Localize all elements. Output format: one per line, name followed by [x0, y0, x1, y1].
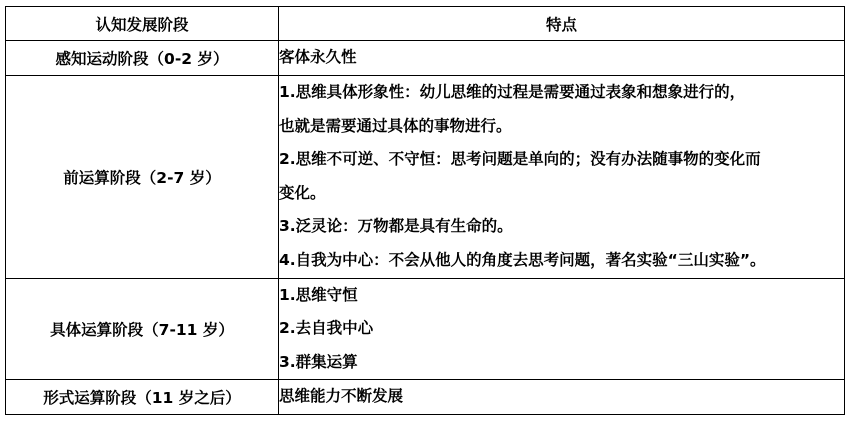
table-row — [6, 41, 845, 76]
feature-line: 1.思维具体形象性：幼儿思维的过程是需要通过表象和想象进行的， — [279, 83, 746, 101]
table-row — [6, 380, 845, 415]
feature-line: 客体永久性 — [279, 48, 357, 66]
stage-cell: 具体运算阶段（7-11 岁） — [6, 278, 279, 380]
feature-line: 3.泛灵论：万物都是具有生命的。 — [279, 217, 513, 235]
feature-line: 1.思维守恒 — [279, 285, 358, 304]
stage-cell: 形式运算阶段（11 岁之后） — [6, 380, 279, 415]
feature-line: 3.群集运算 — [279, 352, 358, 371]
feature-line: 4.自我为中心：不会从他人的角度去思考问题，著名实验“三山实验”。 — [279, 250, 766, 269]
features-cell — [279, 380, 845, 415]
header-features: 特点 — [279, 7, 845, 41]
feature-line: 2.去自我中心 — [279, 319, 374, 337]
feature-line: 也就是需要通过具体的事物进行。 — [279, 116, 512, 135]
header-stage: 认知发展阶段 — [6, 7, 279, 41]
feature-line: 变化。 — [279, 183, 326, 202]
cognitive-stages-table — [5, 6, 845, 415]
feature-line: 2.思维不可逆、不守恒：思考问题是单向的；没有办法随事物的变化而 — [279, 150, 761, 168]
features-cell — [279, 41, 845, 76]
features-cell — [279, 75, 845, 278]
features-cell — [279, 278, 845, 380]
table-row — [6, 75, 845, 278]
feature-line: 思维能力不断发展 — [279, 387, 404, 405]
header-row — [6, 7, 845, 41]
table-row — [6, 278, 845, 380]
stage-cell: 感知运动阶段（0-2 岁） — [6, 41, 279, 76]
stage-cell: 前运算阶段（2-7 岁） — [6, 75, 279, 278]
